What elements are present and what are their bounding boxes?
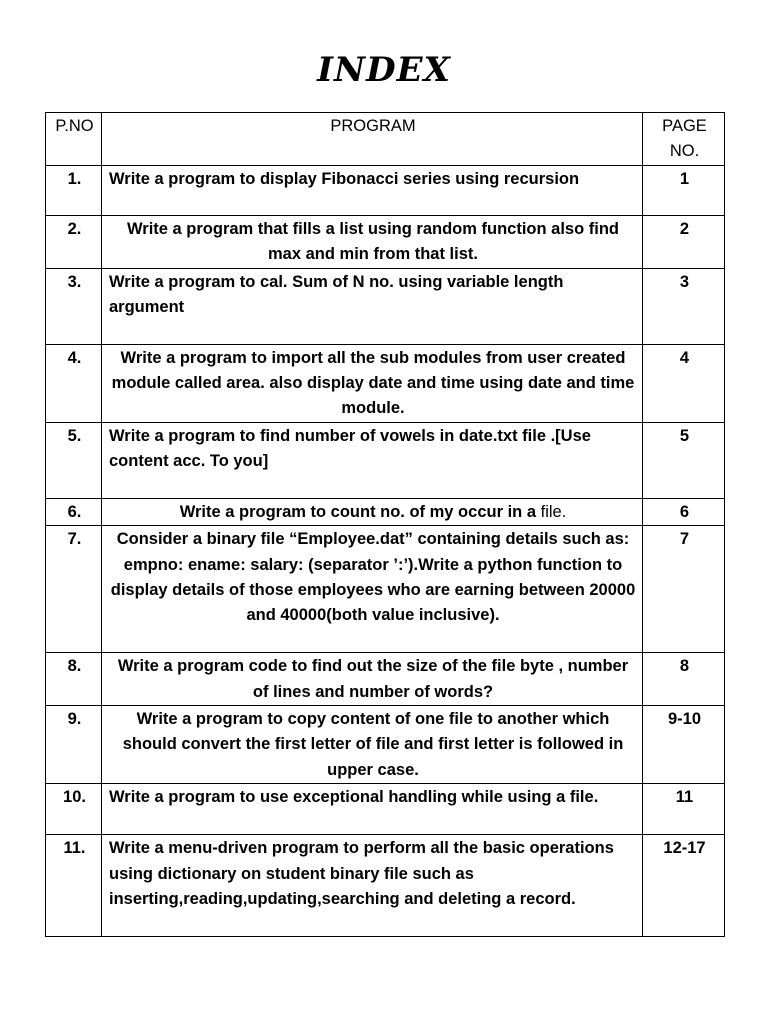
header-pno: P.NO [46,113,102,166]
header-page: PAGE NO. [643,113,725,166]
row-page: 8 [643,653,725,706]
row-page: 6 [643,498,725,525]
row-program: Write a program to find number of vowels in date.txt file .[Use content acc. To you] [102,422,643,498]
row-page: 1 [643,165,725,215]
row-page: 3 [643,268,725,344]
header-program: PROGRAM [102,113,643,166]
table-row [46,215,725,268]
row-program: Write a program to copy content of one file to another which should convert the first letter of file and first letter is followed in upper case. [102,706,643,784]
row-pno: 3. [46,268,102,344]
table-row [46,706,725,784]
row-page: 2 [643,215,725,268]
row-program: Write a menu-driven program to perform all the basic operations using dictionary on student binary file such as inserting,reading,updating,searching and deleting a record. [102,835,643,937]
table-row [46,165,725,215]
row-program: Write a program to import all the sub modules from user created module called area. also display date and time using date and time module. [102,344,643,422]
index-table [45,112,725,937]
table-row [46,784,725,835]
row-pno: 10. [46,784,102,835]
row-pno: 2. [46,215,102,268]
row-pno: 6. [46,498,102,525]
table-row [46,344,725,422]
row-program: Write a program code to find out the size of the file byte , number of lines and number of words? [102,653,643,706]
row-pno: 9. [46,706,102,784]
table-row [46,268,725,344]
row-pno: 7. [46,526,102,653]
row-page: 5 [643,422,725,498]
table-row [46,835,725,937]
row-program: Write a program to use exceptional handling while using a file. [102,784,643,835]
table-row [46,653,725,706]
row-page: 7 [643,526,725,653]
row-program: Write a program to cal. Sum of N no. using variable length argument [102,268,643,344]
row-program [102,498,643,525]
row-pno: 11. [46,835,102,937]
row-page: 4 [643,344,725,422]
row-program: Consider a binary file “Employee.dat” containing details such as: empno: ename: salary: (separator ’:’).Write a python function to display details of those employees who are earning between 20000 and 40000(both value inclusive). [102,526,643,653]
row-program-text: Write a program to count no. of my occur in a [179,502,537,521]
row-program-suffix: file. [540,502,567,521]
table-row [46,526,725,653]
row-program: Write a program that fills a list using random function also find max and min from that list. [102,215,643,268]
table-row [46,422,725,498]
row-page: 11 [643,784,725,835]
row-program: Write a program to display Fibonacci series using recursion [102,165,643,215]
row-pno: 5. [46,422,102,498]
row-page: 9-10 [643,706,725,784]
row-page: 12-17 [643,835,725,937]
row-pno: 8. [46,653,102,706]
page-title: INDEX [317,50,451,90]
row-pno: 4. [46,344,102,422]
header-row [46,113,725,166]
row-pno: 1. [46,165,102,215]
table-row [46,498,725,525]
